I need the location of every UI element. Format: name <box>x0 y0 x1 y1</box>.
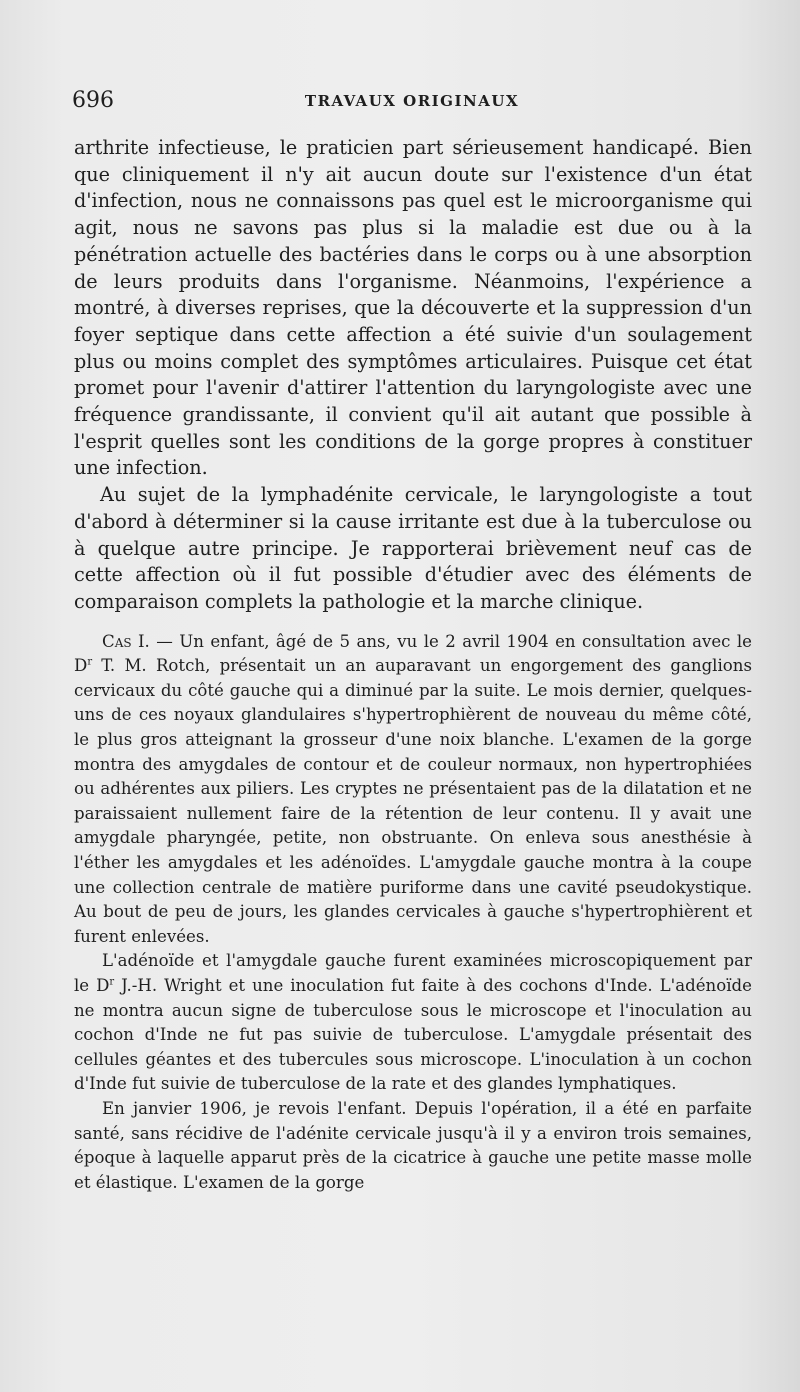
case-text-part1: — Un enfant, âgé de 5 ans, vu le 2 avril 1904 en consultation avec le D <box>74 631 752 676</box>
case-paragraph-1 <box>74 630 752 950</box>
running-head: TRAVAUX ORIGINAUX <box>304 92 520 110</box>
doctor-abbrev-sup-1: r <box>87 656 93 668</box>
body-text <box>74 135 752 1195</box>
doctor-abbrev-sup-2: r <box>109 976 115 988</box>
page-header <box>72 88 752 118</box>
case-para2-part2: J.-H. Wright et une inoculation fut faite à des cochons d'Inde. L'adénoïde ne montra aucun signe de tuberculose sous le microscope et l'inoculation au cochon d'Inde ne fut pas suivie de tuberculose. L'amygdale présentait des cellules géantes et des tubercules sous microscope. L'inoculation à un cochon d'Inde fut suivie de tuberculose de la rate et des glandes lymphatiques. <box>74 975 752 1094</box>
paragraph-arthrite: arthrite infectieuse, le praticien part sérieusement handicapé. Bien que cliniquement il n'y ait aucun doute sur l'existence d'un état d'infection, nous ne connaissons pas quel est le microorganisme qui agit, nous ne savons pas plus si la maladie est due ou à la pénétration actuelle des bactéries dans le corps ou à une absorption de leurs produits dans l'organisme. Néanmoins, l'expérience a montré, à diverses reprises, que la découverte et la suppression d'un foyer septique dans cette affection a été suivie d'un soulagement plus ou moins complet des symptômes articulaires. Puisque cet état promet pour l'avenir d'attirer l'attention du laryngologiste avec une fréquence grandissante, il convient qu'il ait autant que possible à l'esprit quelles sont les conditions de la gorge propres à constituer une infection. <box>74 136 752 480</box>
paragraph-lymphadenite: Au sujet de la lymphadénite cervicale, le laryngologiste a tout d'abord à déterminer si la cause irritante est due à la tuberculose ou à quelque autre principe. Je rapporterai brièvement neuf cas de cette affection où il fut possible d'étudier avec des éléments de comparaison complets la pathologie et la marche clinique. <box>74 483 752 613</box>
case-paragraph-3: En janvier 1906, je revois l'enfant. Depuis l'opération, il a été en parfaite santé, sans récidive de l'adénite cervicale jusqu'à il y a environ trois semaines, époque à laquelle apparut près de la cicatrice à gauche une petite masse molle et élastique. L'examen de la gorge <box>74 1098 752 1192</box>
page-number: 696 <box>72 88 114 113</box>
case-para2-part1: L'adénoïde et l'amygdale gauche furent examinées microscopiquement par le D <box>74 951 752 995</box>
case-label: Cas I. <box>102 631 150 651</box>
main-text-section <box>74 135 752 616</box>
case-text-part2: T. M. Rotch, présentait un an auparavant un engorgement des ganglions cervicaux du côté gauche qui a diminué par la suite. Le mois dernier, quelques-uns de ces noyaux glandulaires s'hypertrophièrent de nouveau du même côté, le plus gros atteignant la grosseur d'une noix blanche. L'examen de la gorge montra des amygdales de contour et de couleur normaux, non hypertrophiées ou adhérentes aux piliers. Les cryptes ne présentaient pas de la dilatation et ne paraissaient nullement faire de la rétention de leur contenu. Il y avait une amygdale pharyngée, petite, non obstruante. On enleva sous anesthésie à l'éther les amygdales et les adénoïdes. L'amygdale gauche montra à la coupe une collection centrale de matière puriforme dans une cavité pseudokystique. Au bout de peu de jours, les glandes cervicales à gauche s'hypertrophièrent et furent enlevées. <box>74 656 752 946</box>
case-report-section <box>74 630 752 1196</box>
case-paragraph-2 <box>74 949 752 1097</box>
